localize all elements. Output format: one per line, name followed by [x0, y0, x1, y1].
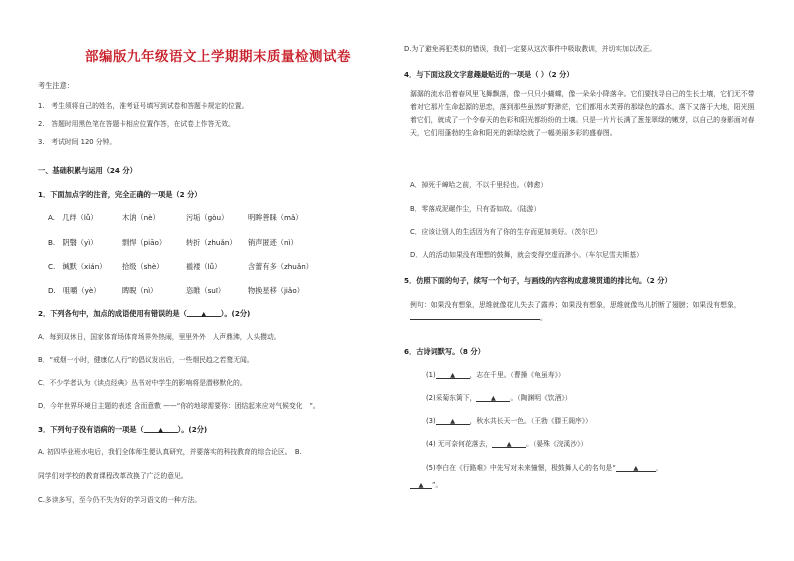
q6-item-4: (4) 无可奈何花落去， ▲ 。（晏殊《浣溪沙》） — [426, 440, 588, 448]
q1-option-c-3: 褴褛（lǚ） — [186, 262, 222, 271]
left-page — [38, 0, 398, 561]
q5-answer-blank[interactable] — [410, 312, 540, 320]
q6-item-2: (2)采菊东篱下， ▲ 。（陶渊明《饮酒》） — [426, 394, 572, 402]
right-page — [404, 0, 764, 561]
q1-option-d: D. 咀嚼（yè） — [48, 286, 101, 295]
q6-item-3: (3) ▲ ，秋水共长天一色。（王勃《滕王阁序》） — [426, 417, 592, 425]
q6-2-blank[interactable] — [476, 394, 510, 402]
q1-option-b-4: 销声匿迹（nì） — [248, 238, 298, 247]
section-1-heading: 一、基础积累与运用（24 分） — [38, 166, 137, 175]
q3-option-d: D.为了避免再犯类似的错误，我们一定要从这次事件中吸取教训，并切实加以改正。 — [404, 45, 657, 53]
q6-item-5-cont: ▲ ”。 — [410, 481, 442, 490]
q1-option-c-2: 拾级（shè） — [122, 262, 164, 271]
q1-option-c: C. 缄默（xián） — [48, 262, 107, 271]
q1-option-d-4: 物换星移（jiǎo） — [248, 286, 304, 295]
triangle-marker: ▲ — [490, 394, 496, 402]
q2-option-c: C．不少学者认为《读点经典》丛书对中学生的影响将是潜移默化的。 — [38, 379, 247, 387]
question-5: 5．仿照下面的句子，续写一个句子，与画线的内容构成意境贯通的排比句。（2 分） — [404, 276, 672, 285]
q1-option-a-4: 明眸善睐（mǎ） — [248, 213, 303, 222]
triangle-marker: ▲ — [633, 464, 639, 472]
triangle-marker: ▲ — [201, 310, 207, 318]
q4-passage: 潺潺的流水沿着春风里飞舞飘落，像一只只小蝴蝶，像一朵朵小降落伞。它们要找寻自己的生长土壤，它们无不带着对它那片生命起源的思恋，落到那些虽然旷野渺茫，它们都用水芙蓉的那绿色的露水，落下又落于大地，阳光照着它们，就成了一个令春天的色彩和阳光都纷纷的土壤。只是一片片长满了葱茏翠绿的嫩芽，以自己的身影面对春天，它们用蓬勃的生命和阳光的新绿绘就了一幅美丽多彩的盛春图。 — [410, 90, 755, 137]
q4-option-d: D．人的活动如果没有理想的鼓舞，就会变得空虚而渺小。（车尔尼雪夫斯基） — [410, 251, 643, 259]
q6-item-5: (5)李白在《行路难》中先写对未来憧憬，极鼓舞人心的名句是“ ▲ ， — [426, 464, 663, 472]
question-1: 1．下面加点字的注音，完全正确的一项是（2 分） — [38, 190, 202, 199]
q5-example: 例句：如果没有想象，思维就像花儿失去了露养；如果没有想象，思维就像鸟儿折断了翅膀；如果没有想象，。 — [410, 301, 741, 322]
triangle-marker: ▲ — [450, 371, 456, 379]
q3-answer-blank[interactable] — [144, 425, 178, 433]
q1-option-b-2: 剽悍（piāo） — [122, 238, 167, 247]
q2-option-d: D．今年世界环境日主题的表述 含而意敷 ——“你的地球需要你：团结起来应对气候变化 ”。 — [38, 402, 320, 410]
q4-option-c: C．应该让别人的生活因为有了你的生存而更加美好。（茨尔巴） — [410, 228, 602, 236]
q3-option-b: 同学们对学校的教育课程改革改换了广泛的意见。 — [38, 472, 188, 480]
notice-2: 2. 答题时用黑色笔在答题卡相应位置作答，在试卷上作答无效。 — [38, 120, 235, 128]
q2-option-b: B．“戒烟一小时，健康亿人行”的倡议发出后，一些烟民趋之若鹜无闻。 — [38, 356, 254, 364]
q6-3-blank[interactable] — [436, 417, 470, 425]
q1-option-a-2: 木讷（nè） — [122, 213, 160, 222]
triangle-marker: ▲ — [158, 426, 164, 434]
question-6: 6．古诗词默写。（8 分） — [404, 347, 485, 356]
q2-answer-blank[interactable] — [187, 309, 221, 317]
q2-option-a: A．每到双休日，国家体育场体育场界外热闹，里里外外 人声鼎沸，人头攒动。 — [38, 333, 281, 341]
q1-option-a: A. 几绊（lǚ） — [48, 213, 98, 222]
question-2: 2．下列各句中，加点的成语使用有错误的是（ ▲ ）。(2分) — [38, 309, 251, 318]
q1-option-d-3: 恣睢（suī） — [186, 286, 226, 295]
q6-1-blank[interactable] — [436, 371, 470, 379]
q1-option-b: B. 阴翳（yì） — [48, 238, 98, 247]
exam-title: 部编版九年级语文上学期期末质量检测试卷 — [85, 49, 351, 65]
q6-5-blank-1[interactable] — [616, 464, 656, 472]
q6-item-1: (1) ▲ ，志在千里。（曹操《龟虽寿》） — [426, 371, 565, 379]
notice-1: 1. 考生须将自己的姓名，准考证号填写到试卷和答题卡规定的位置。 — [38, 102, 249, 110]
triangle-marker: ▲ — [506, 440, 512, 448]
q1-option-d-2: 睥睨（nì） — [122, 286, 158, 295]
q1-option-c-4: 含蕾有多（zhuǎn） — [248, 262, 313, 271]
q1-option-b-3: 转折（zhuǎn） — [186, 238, 237, 247]
q6-4-blank[interactable] — [492, 440, 526, 448]
notice-3: 3. 考试时间 120 分钟。 — [38, 138, 117, 146]
q3-option-a: A. 初四毕业班水电后，我们全体师生便认真研究，并要落实的科技教育的综合论区。 B. — [38, 448, 302, 456]
q3-option-c: C.多读多写，至今仍不失为好的学习语文的一种方法。 — [38, 496, 202, 504]
q1-option-a-3: 污垢（gòu） — [186, 213, 229, 222]
triangle-marker: ▲ — [418, 481, 424, 489]
question-3: 3．下列句子没有语病的一项是（ ▲ ）。(2分) — [38, 425, 208, 434]
q4-option-a: A．掉死千嶂哈之前，不以千里轻也。（韩愈） — [410, 181, 548, 189]
q6-5-blank-2[interactable] — [410, 481, 432, 489]
question-4: 4．与下面这段文字意趣最贴近的一项是（ ）（2 分） — [404, 70, 574, 79]
notice-heading: 考生注意： — [38, 81, 74, 90]
triangle-marker: ▲ — [450, 417, 456, 425]
q4-option-b: B．零落成泥碾作尘，只有香如故。（陆游） — [410, 205, 541, 213]
